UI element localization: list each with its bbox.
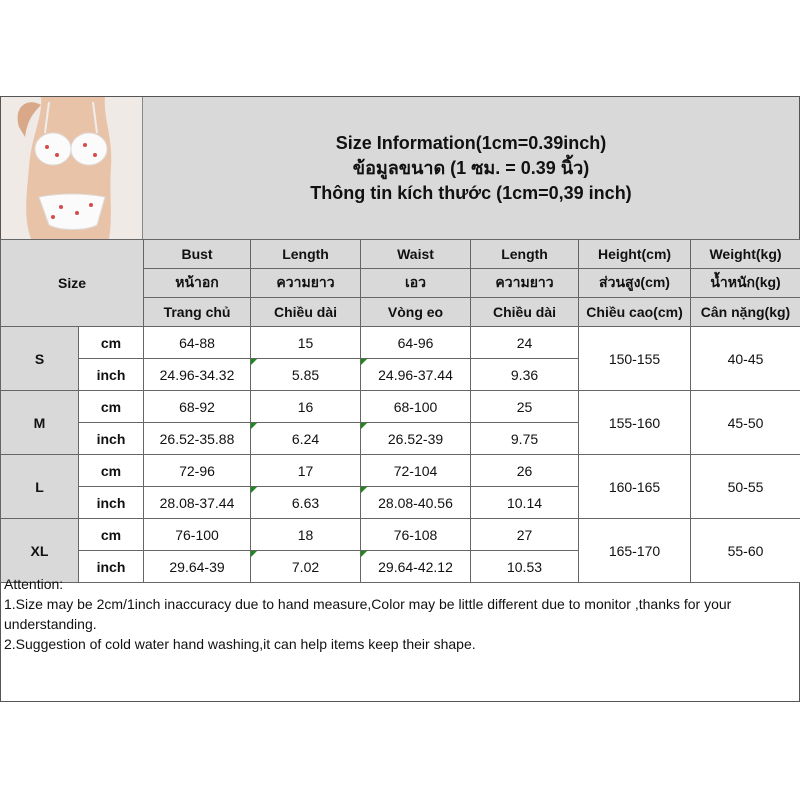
unit-inch: inch bbox=[79, 551, 144, 583]
cell-bust-inch: 24.96-34.32 bbox=[144, 359, 251, 391]
header-length-2-th: ความยาว bbox=[471, 269, 579, 298]
table-row bbox=[1, 455, 800, 487]
unit-cm: cm bbox=[79, 519, 144, 551]
cell-height: 150-155 bbox=[579, 327, 691, 391]
size-label-s: S bbox=[1, 327, 79, 391]
header-weight-vi: Cân nặng(kg) bbox=[691, 298, 800, 327]
cell-bust-cm: 76-100 bbox=[144, 519, 251, 551]
unit-cm: cm bbox=[79, 455, 144, 487]
header-length-vi: Chiều dài bbox=[251, 298, 361, 327]
cell-length2-cm: 25 bbox=[471, 391, 579, 423]
cell-weight: 40-45 bbox=[691, 327, 800, 391]
title-en: Size Information(1cm=0.39inch) bbox=[335, 132, 607, 153]
cell-height: 165-170 bbox=[579, 519, 691, 583]
header-weight: Weight(kg) bbox=[691, 240, 800, 269]
cell-length-cm: 17 bbox=[251, 455, 361, 487]
cell-bust-cm: 72-96 bbox=[144, 455, 251, 487]
cell-waist-cm: 76-108 bbox=[361, 519, 471, 551]
attention-heading: Attention: bbox=[4, 576, 64, 592]
attention-notes bbox=[4, 574, 796, 654]
unit-inch: inch bbox=[79, 423, 144, 455]
cell-length-inch: 6.24 bbox=[251, 423, 361, 455]
header-height: Height(cm) bbox=[579, 240, 691, 269]
unit-cm: cm bbox=[79, 327, 144, 359]
size-label-m: M bbox=[1, 391, 79, 455]
title-vi: Thông tin kích thước (1cm=0,39 inch) bbox=[310, 182, 632, 203]
cell-length-cm: 18 bbox=[251, 519, 361, 551]
unit-inch: inch bbox=[79, 487, 144, 519]
cell-length2-inch: 9.75 bbox=[471, 423, 579, 455]
header-length-th: ความยาว bbox=[251, 269, 361, 298]
cell-length-inch: 6.63 bbox=[251, 487, 361, 519]
product-photo bbox=[1, 97, 143, 239]
size-heading: Size bbox=[1, 240, 144, 327]
table-row bbox=[1, 327, 800, 359]
cell-length2-cm: 26 bbox=[471, 455, 579, 487]
cell-bust-inch: 26.52-35.88 bbox=[144, 423, 251, 455]
cell-length2-inch: 10.53 bbox=[471, 551, 579, 583]
cell-length-inch: 7.02 bbox=[251, 551, 361, 583]
cell-waist-inch: 24.96-37.44 bbox=[361, 359, 471, 391]
cell-bust-inch: 28.08-37.44 bbox=[144, 487, 251, 519]
cell-waist-inch: 29.64-42.12 bbox=[361, 551, 471, 583]
header-height-vi: Chiều cao(cm) bbox=[579, 298, 691, 327]
cell-weight: 55-60 bbox=[691, 519, 800, 583]
cell-length2-cm: 24 bbox=[471, 327, 579, 359]
cell-bust-inch: 29.64-39 bbox=[144, 551, 251, 583]
cell-weight: 50-55 bbox=[691, 455, 800, 519]
cell-length-cm: 15 bbox=[251, 327, 361, 359]
cell-length-cm: 16 bbox=[251, 391, 361, 423]
cell-waist-cm: 72-104 bbox=[361, 455, 471, 487]
cell-height: 160-165 bbox=[579, 455, 691, 519]
header-waist-th: เอว bbox=[361, 269, 471, 298]
header-length: Length bbox=[251, 240, 361, 269]
header-weight-th: น้ำหนัก(kg) bbox=[691, 269, 800, 298]
header-bust-th: หน้าอก bbox=[144, 269, 251, 298]
header-waist: Waist bbox=[361, 240, 471, 269]
cell-bust-cm: 64-88 bbox=[144, 327, 251, 359]
cell-length2-inch: 9.36 bbox=[471, 359, 579, 391]
header-length-2: Length bbox=[471, 240, 579, 269]
size-table bbox=[0, 239, 800, 583]
table-row bbox=[1, 391, 800, 423]
size-label-l: L bbox=[1, 455, 79, 519]
cell-height: 155-160 bbox=[579, 391, 691, 455]
title-block bbox=[143, 97, 799, 239]
header-length-2-vi: Chiều dài bbox=[471, 298, 579, 327]
cell-bust-cm: 68-92 bbox=[144, 391, 251, 423]
unit-cm: cm bbox=[79, 391, 144, 423]
cell-weight: 45-50 bbox=[691, 391, 800, 455]
attention-note-2: 2.Suggestion of cold water hand washing,it can help items keep their shape. bbox=[4, 636, 476, 652]
header-height-th: ส่วนสูง(cm) bbox=[579, 269, 691, 298]
cell-waist-cm: 68-100 bbox=[361, 391, 471, 423]
attention-note-1: 1.Size may be 2cm/1inch inaccuracy due to hand measure,Color may be little different due to monitor ,thanks for your understanding. bbox=[4, 596, 732, 632]
header-bust-vi: Trang chủ bbox=[144, 298, 251, 327]
title-th: ข้อมูลขนาด (1 ซม. = 0.39 นิ้ว) bbox=[352, 157, 590, 178]
cell-waist-inch: 28.08-40.56 bbox=[361, 487, 471, 519]
cell-length-inch: 5.85 bbox=[251, 359, 361, 391]
size-label-xl: XL bbox=[1, 519, 79, 583]
header-row-en bbox=[1, 240, 800, 269]
cell-waist-inch: 26.52-39 bbox=[361, 423, 471, 455]
header-waist-vi: Vòng eo bbox=[361, 298, 471, 327]
cell-length2-cm: 27 bbox=[471, 519, 579, 551]
cell-waist-cm: 64-96 bbox=[361, 327, 471, 359]
unit-inch: inch bbox=[79, 359, 144, 391]
cell-length2-inch: 10.14 bbox=[471, 487, 579, 519]
table-row bbox=[1, 519, 800, 551]
header-bust: Bust bbox=[144, 240, 251, 269]
